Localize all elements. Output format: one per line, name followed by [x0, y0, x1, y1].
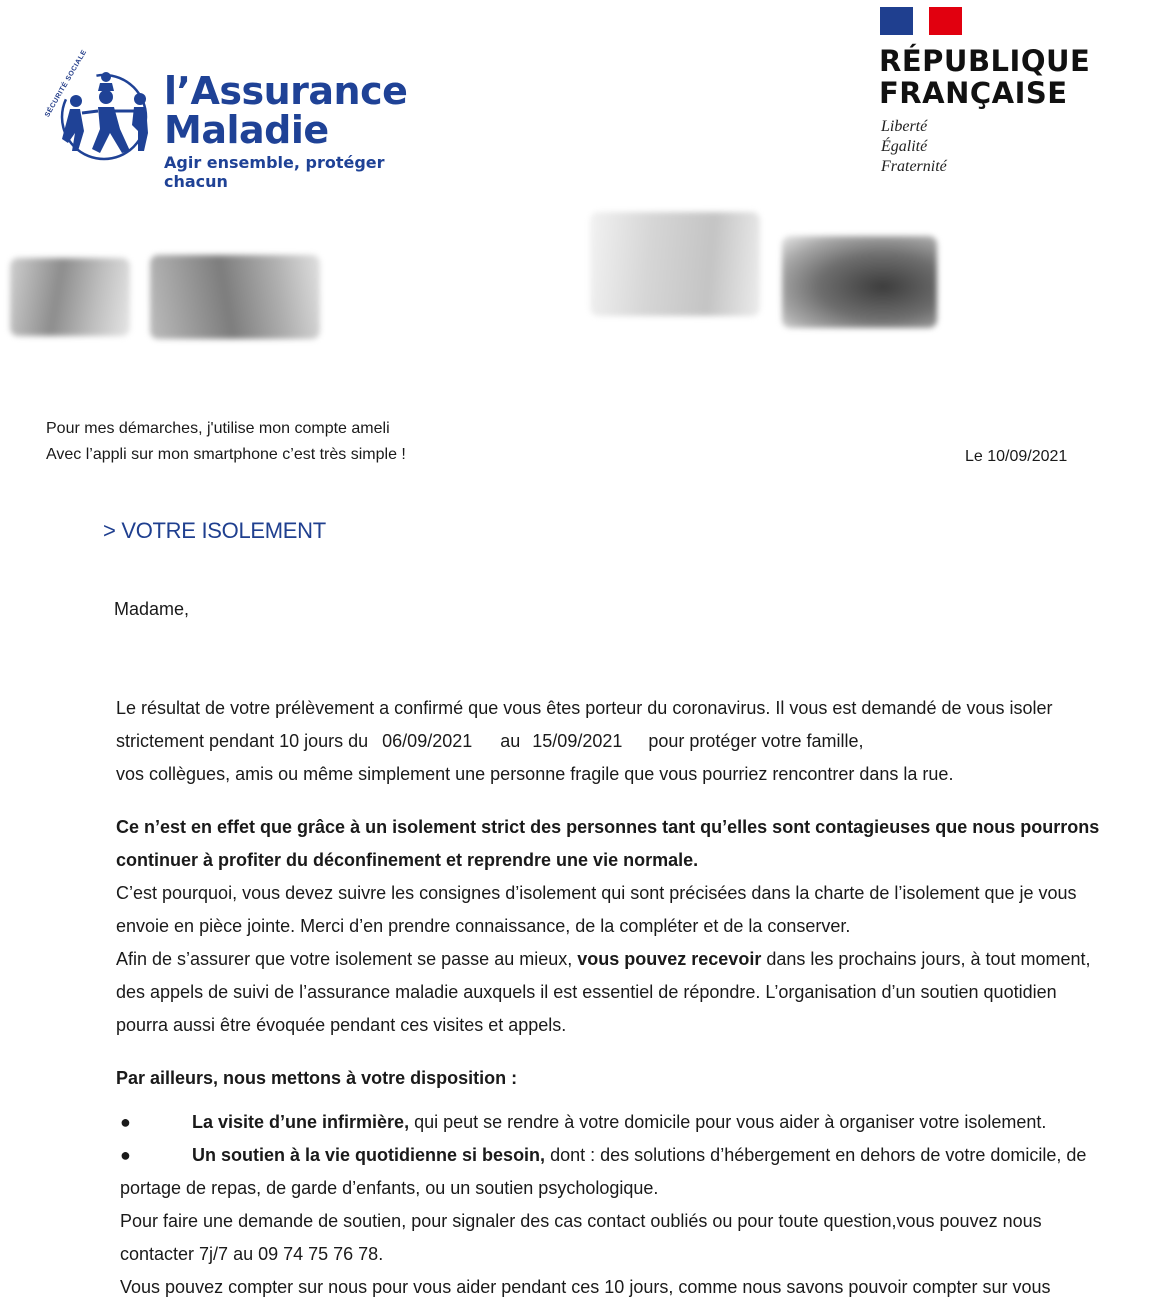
motto-egalite: Égalité: [881, 138, 928, 155]
p2-bold-line2: continuer à profiter du déconfinement et reprendre une vie normale.: [116, 850, 699, 870]
motto-fraternite: Fraternité: [881, 158, 947, 175]
p2-line4: envoie en pièce jointe. Merci d’en prendre connaissance, de la compléter et de la conserver.: [116, 916, 851, 936]
contact-line1: Pour faire une demande de soutien, pour signaler des cas contact oubliés ou pour toute question,vous pouvez nous: [120, 1211, 1042, 1231]
p2-line7: pourra aussi être évoquée pendant ces visites et appels.: [116, 1015, 567, 1035]
p2-line5-start: Afin de s’assurer que votre isolement se passe au mieux,: [116, 949, 573, 969]
list-item: [116, 1106, 1106, 1139]
p2-line5-bold: vous pouvez recevoir: [577, 949, 762, 969]
p1-line1: Le résultat de votre prélèvement a confirmé que vous êtes porteur du coronavirus. Il vous est demandé de vous isoler: [116, 698, 1053, 718]
letter-date: Le 10/09/2021: [965, 448, 1068, 465]
redacted-sender-block-1: [10, 258, 130, 336]
dispositions-list: [116, 1106, 1106, 1304]
republique-title-line1: RÉPUBLIQUE: [879, 44, 1091, 78]
bullet-1-bold: La visite d’une infirmière,: [192, 1112, 410, 1132]
isolation-start-date: 06/09/2021: [382, 731, 473, 751]
ameli-note: [46, 416, 406, 468]
logo-name-line2: Maladie: [164, 108, 329, 152]
bullet-1-text: qui peut se rendre à votre domicile pour vous aider à organiser votre isolement.: [414, 1112, 1047, 1132]
ameli-note-line1: Pour mes démarches, j'utilise mon compte ameli: [46, 420, 390, 437]
redacted-sender-block-2: [150, 255, 320, 339]
salutation: Madame,: [114, 599, 190, 619]
p1-line3: vos collègues, amis ou même simplement une personne fragile que vous pourriez rencontrer dans la rue.: [116, 764, 954, 784]
logo-tagline: Agir ensemble, protéger chacun: [164, 153, 385, 191]
p1-au: au: [500, 731, 521, 751]
dispositions-title: Par ailleurs, nous mettons à votre disposition :: [116, 1068, 518, 1088]
bullet-icon: ●: [120, 1145, 131, 1165]
redacted-address-block-2: [782, 236, 937, 328]
bullet-2-continuation: portage de repas, de garde d’enfants, ou un soutien psychologique.: [120, 1178, 659, 1198]
assurance-maladie-logo: [40, 48, 440, 191]
p1-line2-end: pour protéger votre famille,: [648, 731, 864, 751]
redacted-address-block-1: [590, 212, 760, 316]
securite-sociale-arc-text: SÉCURITÉ SOCIALE: [44, 48, 89, 119]
paragraph-isolation: [116, 692, 1106, 791]
p1-line2: [116, 725, 1106, 758]
section-title: > VOTRE ISOLEMENT: [103, 518, 326, 543]
isolation-end-date: 15/09/2021: [532, 731, 623, 751]
p2-line6: des appels de suivi de l’assurance maladie auxquels il est essentiel de répondre. L’organisation d’un soutien quotidien: [116, 982, 1057, 1002]
french-flag-icon: [880, 7, 962, 35]
list-item: [116, 1139, 1106, 1172]
logo-name-line1: l’Assurance: [164, 69, 408, 113]
bullet-icon: ●: [120, 1112, 131, 1132]
p1-line2-start: strictement pendant 10 jours du: [116, 731, 369, 751]
paragraph-consignes: [116, 811, 1106, 1042]
contact-line2: contacter 7j/7 au 09 74 75 76 78.: [120, 1244, 384, 1264]
motto-liberte: Liberté: [881, 118, 928, 135]
p2-line5-end: dans les prochains jours, à tout moment,: [766, 949, 1091, 969]
closing-line: Vous pouvez compter sur nous pour vous aider pendant ces 10 jours, comme nous savons pouvoir compter sur vous: [120, 1277, 1051, 1297]
republique-title-line2: FRANÇAISE: [879, 76, 1068, 110]
bullet-2-bold: Un soutien à la vie quotidienne si besoin,: [192, 1145, 546, 1165]
ameli-note-line2: Avec l’appli sur mon smartphone c’est très simple !: [46, 446, 406, 463]
p2-line3: C’est pourquoi, vous devez suivre les consignes d’isolement qui sont précisées dans la charte de l’isolement que je vous: [116, 883, 1077, 903]
p2-bold-line1: Ce n’est en effet que grâce à un isolement strict des personnes tant qu’elles sont contagieuses que nous pourrons: [116, 817, 1100, 837]
bullet-2-text: dont : des solutions d’hébergement en dehors de votre domicile, de: [550, 1145, 1087, 1165]
p2-line5: [116, 943, 1106, 976]
